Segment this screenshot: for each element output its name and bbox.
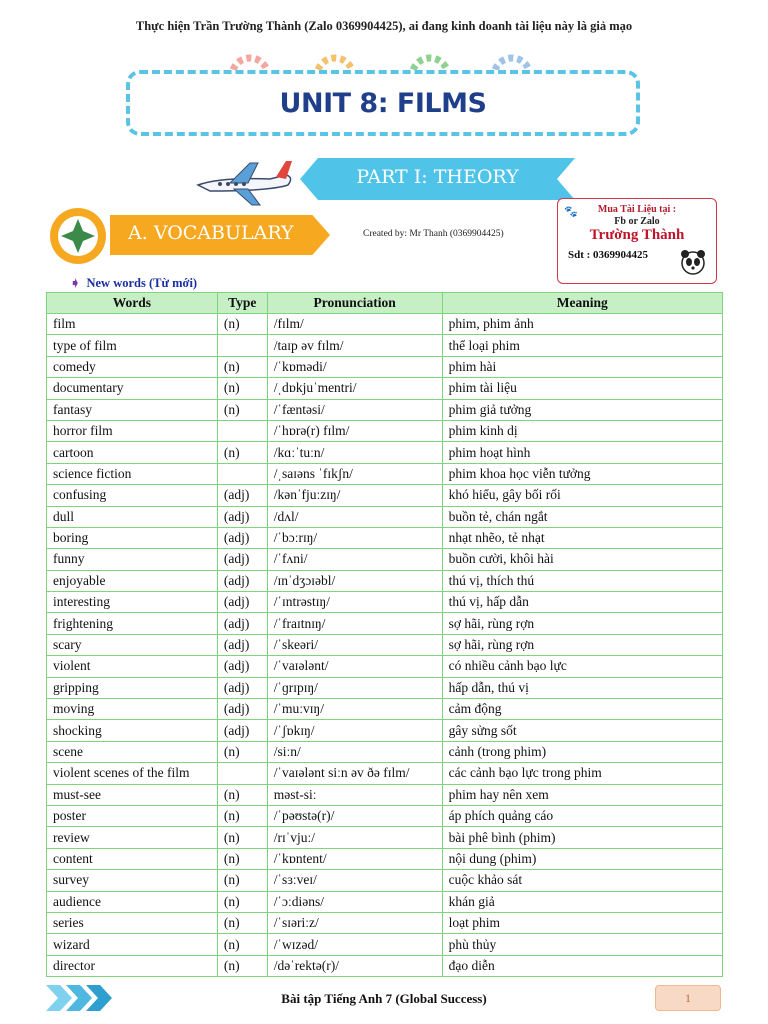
meaning-cell: các cảnh bạo lực trong phim (442, 763, 722, 784)
top-note: Thực hiện Trần Trường Thành (Zalo 0369904425), ai đang kinh doanh tài liệu này là giả mạo (135, 19, 633, 33)
meaning-cell: phim hay nên xem (442, 784, 722, 805)
table-row (47, 784, 723, 805)
new-words-label (70, 275, 197, 291)
word-cell: audience (47, 891, 218, 912)
type-cell: (adj) (217, 699, 267, 720)
meaning-cell: hấp dẫn, thú vị (442, 677, 722, 698)
bullet-icon: ➧ (70, 276, 81, 290)
table-row (47, 527, 723, 548)
type-cell: (n) (217, 805, 267, 826)
pronunciation-cell: /fɪlm/ (267, 314, 442, 335)
type-cell (217, 335, 267, 356)
pronunciation-cell: /ˌdɒkjuˈmentri/ (267, 378, 442, 399)
meaning-cell: khán giả (442, 891, 722, 912)
word-cell: documentary (47, 378, 218, 399)
type-cell: (adj) (217, 656, 267, 677)
pronunciation-cell: /ˈkɒntent/ (267, 848, 442, 869)
meaning-cell: nội dung (phim) (442, 848, 722, 869)
pronunciation-cell: /ˈmuːvɪŋ/ (267, 699, 442, 720)
table-row (47, 870, 723, 891)
pronunciation-cell: /kɑːˈtuːn/ (267, 442, 442, 463)
type-cell: (n) (217, 848, 267, 869)
word-cell: boring (47, 527, 218, 548)
header-pronunciation: Pronunciation (267, 293, 442, 314)
ad-line-1: Mua Tài Liệu tại : (597, 204, 677, 215)
pronunciation-cell: /ˈɪntrəstɪŋ/ (267, 592, 442, 613)
meaning-cell: thú vị, thích thú (442, 570, 722, 591)
ad-line-2: Fb or Zalo (614, 216, 660, 227)
pronunciation-cell: /siːn/ (267, 741, 442, 762)
pronunciation-cell: /ˈwɪzəd/ (267, 934, 442, 955)
footer-text: Bài tập Tiếng Anh 7 (Global Success) (281, 991, 487, 1006)
meaning-cell: phù thủy (442, 934, 722, 955)
type-cell: (n) (217, 314, 267, 335)
pronunciation-cell: məst-siː (267, 784, 442, 805)
table-row (47, 827, 723, 848)
table-row (47, 677, 723, 698)
meaning-cell: phim, phim ảnh (442, 314, 722, 335)
type-cell: (n) (217, 934, 267, 955)
table-row (47, 549, 723, 570)
pronunciation-cell: /ˈfraɪtnɪŋ/ (267, 613, 442, 634)
table-row (47, 720, 723, 741)
word-cell: gripping (47, 677, 218, 698)
type-cell: (n) (217, 870, 267, 891)
table-row (47, 378, 723, 399)
meaning-cell: phim khoa học viễn tưởng (442, 463, 722, 484)
meaning-cell: cảm động (442, 699, 722, 720)
ad-box (557, 198, 717, 284)
type-cell: (adj) (217, 527, 267, 548)
word-cell: comedy (47, 356, 218, 377)
meaning-cell: buồn tẻ, chán ngắt (442, 506, 722, 527)
table-row (47, 485, 723, 506)
word-cell: series (47, 912, 218, 933)
meaning-cell: bài phê bình (phim) (442, 827, 722, 848)
header-type: Type (217, 293, 267, 314)
word-cell: interesting (47, 592, 218, 613)
meaning-cell: phim giả tưởng (442, 399, 722, 420)
table-row (47, 442, 723, 463)
pronunciation-cell: /ˈsɜːveɪ/ (267, 870, 442, 891)
pronunciation-cell: /taɪp əv fɪlm/ (267, 335, 442, 356)
word-cell: scary (47, 634, 218, 655)
meaning-cell: áp phích quảng cáo (442, 805, 722, 826)
type-cell: (n) (217, 399, 267, 420)
word-cell: shocking (47, 720, 218, 741)
pronunciation-cell: /ˈpəʊstə(r)/ (267, 805, 442, 826)
type-cell: (adj) (217, 720, 267, 741)
type-cell (217, 463, 267, 484)
pronunciation-cell: /ˈkɒmədi/ (267, 356, 442, 377)
unit-title-box (126, 70, 640, 136)
part-title: PART I: THEORY (356, 166, 519, 188)
table-row (47, 592, 723, 613)
meaning-cell: cảnh (trong phim) (442, 741, 722, 762)
table-row (47, 912, 723, 933)
type-cell: (n) (217, 442, 267, 463)
word-cell: type of film (47, 335, 218, 356)
type-cell: (adj) (217, 592, 267, 613)
meaning-cell: đạo diễn (442, 955, 722, 976)
pronunciation-cell: /ˈsɪəriːz/ (267, 912, 442, 933)
pronunciation-cell: /ˈɔːdiəns/ (267, 891, 442, 912)
word-cell: review (47, 827, 218, 848)
pronunciation-cell: /ˈʃɒkɪŋ/ (267, 720, 442, 741)
type-cell: (adj) (217, 570, 267, 591)
word-cell: horror film (47, 420, 218, 441)
pronunciation-cell: /ɪnˈdʒɔɪəbl/ (267, 570, 442, 591)
meaning-cell: sợ hãi, rùng rợn (442, 634, 722, 655)
word-cell: dull (47, 506, 218, 527)
type-cell: (n) (217, 356, 267, 377)
type-cell: (adj) (217, 485, 267, 506)
type-cell (217, 763, 267, 784)
word-cell: must-see (47, 784, 218, 805)
type-cell: (n) (217, 891, 267, 912)
ad-line-4: Sdt : 0369904425 (568, 249, 649, 261)
word-cell: poster (47, 805, 218, 826)
table-row (47, 314, 723, 335)
word-cell: violent (47, 656, 218, 677)
word-cell: fantasy (47, 399, 218, 420)
type-cell: (n) (217, 741, 267, 762)
table-row (47, 741, 723, 762)
airplane-icon (190, 155, 300, 210)
pronunciation-cell: /rɪˈvjuː/ (267, 827, 442, 848)
word-cell: violent scenes of the film (47, 763, 218, 784)
pronunciation-cell: /dəˈrektə(r)/ (267, 955, 442, 976)
word-cell: survey (47, 870, 218, 891)
meaning-cell: cuộc khảo sát (442, 870, 722, 891)
meaning-cell: khó hiểu, gây bối rối (442, 485, 722, 506)
meaning-cell: phim hoạt hình (442, 442, 722, 463)
meaning-cell: gây sửng sốt (442, 720, 722, 741)
type-cell: (adj) (217, 506, 267, 527)
panda-icon (678, 247, 708, 277)
word-cell: scene (47, 741, 218, 762)
table-row (47, 634, 723, 655)
pronunciation-cell: /ˈvaɪələnt/ (267, 656, 442, 677)
word-cell: director (47, 955, 218, 976)
unit-title: UNIT 8: FILMS (279, 88, 487, 119)
flower-icon (47, 205, 109, 267)
type-cell: (adj) (217, 634, 267, 655)
word-cell: science fiction (47, 463, 218, 484)
pronunciation-cell: /ˌsaɪəns ˈfɪkʃn/ (267, 463, 442, 484)
word-cell: film (47, 314, 218, 335)
ad-line-3: Trường Thành (589, 227, 685, 243)
word-cell: enjoyable (47, 570, 218, 591)
type-cell: (n) (217, 378, 267, 399)
type-cell: (adj) (217, 549, 267, 570)
table-row (47, 399, 723, 420)
type-cell: (adj) (217, 677, 267, 698)
word-cell: wizard (47, 934, 218, 955)
header-meaning: Meaning (442, 293, 722, 314)
pronunciation-cell: /ˈvaɪələnt siːn əv ðə fɪlm/ (267, 763, 442, 784)
meaning-cell: sợ hãi, rùng rợn (442, 613, 722, 634)
new-words-text: New words (Từ mới) (86, 276, 198, 290)
meaning-cell: thể loại phim (442, 335, 722, 356)
pronunciation-cell: /ˈbɔːrɪŋ/ (267, 527, 442, 548)
pronunciation-cell: /dʌl/ (267, 506, 442, 527)
type-cell: (n) (217, 955, 267, 976)
type-cell (217, 420, 267, 441)
type-cell: (n) (217, 827, 267, 848)
table-row (47, 891, 723, 912)
word-cell: frightening (47, 613, 218, 634)
meaning-cell: phim kinh dị (442, 420, 722, 441)
table-row (47, 848, 723, 869)
word-cell: moving (47, 699, 218, 720)
table-row (47, 356, 723, 377)
pronunciation-cell: /ˈfæntəsi/ (267, 399, 442, 420)
pronunciation-cell: /ˈhɒrə(r) fɪlm/ (267, 420, 442, 441)
created-by: Created by: Mr Thanh (0369904425) (363, 229, 504, 239)
table-row (47, 763, 723, 784)
type-cell: (n) (217, 784, 267, 805)
table-body (47, 314, 723, 977)
pronunciation-cell: /ˈfʌni/ (267, 549, 442, 570)
table-header-row (47, 293, 723, 314)
section-title: A. VOCABULARY (128, 222, 294, 244)
word-cell: cartoon (47, 442, 218, 463)
paw-icon: 🐾 (564, 205, 578, 218)
table-row (47, 699, 723, 720)
type-cell: (n) (217, 912, 267, 933)
table-row (47, 463, 723, 484)
word-cell: confusing (47, 485, 218, 506)
pronunciation-cell: /ˈɡrɪpɪŋ/ (267, 677, 442, 698)
table-row (47, 335, 723, 356)
table-row (47, 613, 723, 634)
meaning-cell: nhạt nhẽo, tẻ nhạt (442, 527, 722, 548)
table-row (47, 805, 723, 826)
table-row (47, 506, 723, 527)
meaning-cell: buồn cười, khôi hài (442, 549, 722, 570)
meaning-cell: có nhiều cảnh bạo lực (442, 656, 722, 677)
table-row (47, 570, 723, 591)
table-row (47, 955, 723, 976)
meaning-cell: phim tài liệu (442, 378, 722, 399)
meaning-cell: loạt phim (442, 912, 722, 933)
header-words: Words (47, 293, 218, 314)
meaning-cell: phim hài (442, 356, 722, 377)
pronunciation-cell: /kənˈfjuːzɪŋ/ (267, 485, 442, 506)
meaning-cell: thú vị, hấp dẫn (442, 592, 722, 613)
vocabulary-table (46, 292, 723, 977)
table-row (47, 934, 723, 955)
table-row (47, 656, 723, 677)
type-cell: (adj) (217, 613, 267, 634)
table-row (47, 420, 723, 441)
word-cell: content (47, 848, 218, 869)
word-cell: funny (47, 549, 218, 570)
pronunciation-cell: /ˈskeəri/ (267, 634, 442, 655)
page-number: 1 (655, 985, 721, 1011)
